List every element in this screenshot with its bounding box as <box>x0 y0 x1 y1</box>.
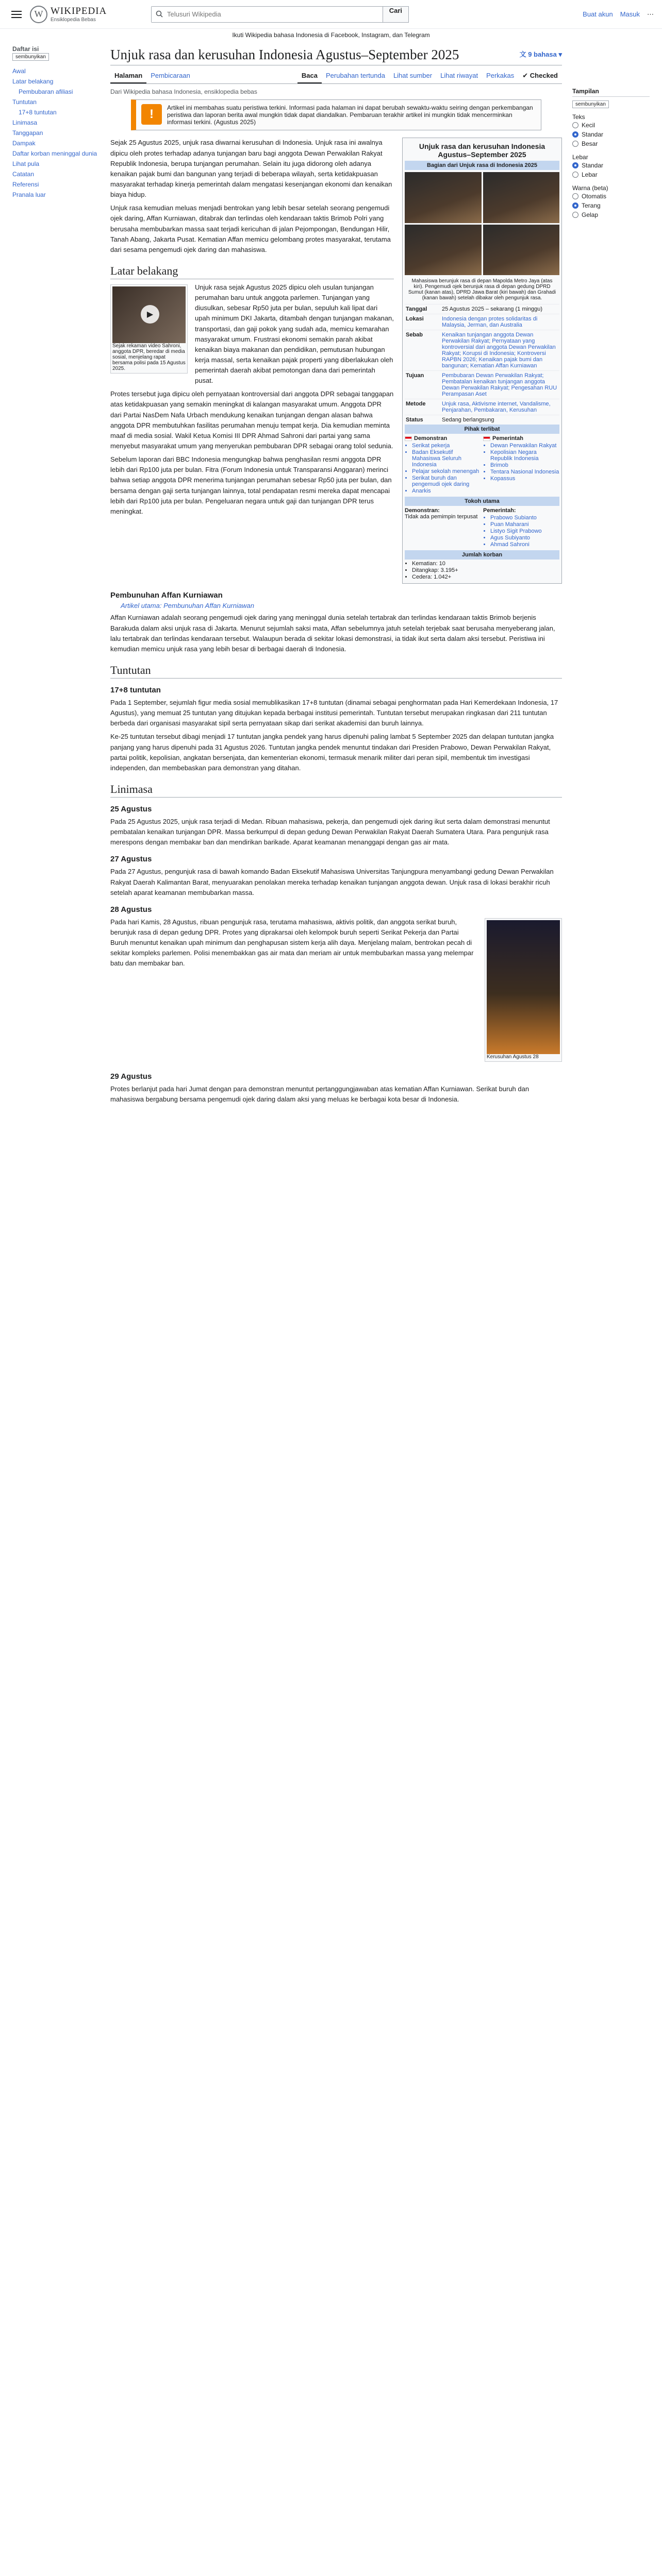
tab-pembicaraan[interactable]: Pembicaraan <box>151 72 190 80</box>
infobox-key: Lokasi <box>406 316 424 323</box>
figure-item[interactable]: • Prabowo Subianto <box>490 515 559 521</box>
infobox-value[interactable]: Pembubaran Dewan Perwakilan Rakyat; Pembatalan kenaikan tunjangan anggota Dewan Perwakilan Rakyat; Pengesahan RUU Perampasan Aset <box>442 372 557 398</box>
appearance-panel <box>572 41 650 1108</box>
search-button[interactable]: Cari <box>383 6 409 23</box>
toc-item-tuntutan[interactable]: Tuntutan <box>12 98 37 106</box>
day-title: 25 Agustus <box>110 804 152 814</box>
party-item[interactable]: • Kopassus <box>490 476 559 482</box>
day-paragraph: Pada 25 Agustus 2025, unjuk rasa terjadi di Medan. Ribuan mahasiswa, pekerja, dan pengemudi ojek daring ikut serta dalam demonstrasi menuntut pembatalan kenaikan tunjangan DPR. Massa berkumpul di depan gedung Dewan Perwakilan Rakyat Daerah Sumatera Utara. Para pengunjuk rasa merespons dengan membakar ban dan mendirikan barikade. Aparat keamanan menanggapi dengan gas air mata. <box>110 817 550 846</box>
option-label: Kecil <box>582 122 595 129</box>
infobox-title: Unjuk rasa dan kerusuhan Indonesia Agustus–September 2025 <box>419 142 545 159</box>
indonesia-flag-icon <box>483 436 490 441</box>
day-title: 29 Agustus <box>110 1072 152 1081</box>
toc-item-dampak[interactable]: Dampak <box>12 140 36 147</box>
party-item[interactable]: • Anarkis <box>412 488 481 494</box>
option-label: Otomatis <box>582 193 607 200</box>
infobox-value[interactable]: Indonesia dengan protes solidaritas di Malaysia, Jerman, dan Australia <box>442 316 538 329</box>
tab-lihat-sumber[interactable]: Lihat sumber <box>393 72 433 80</box>
video-thumbnail[interactable] <box>110 284 188 374</box>
toc-subitem-17-8[interactable]: 17+8 tuntutan <box>19 109 57 116</box>
tab-lihat-riwayat[interactable]: Lihat riwayat <box>440 72 478 80</box>
appearance-hide-button[interactable]: sembunyikan <box>572 100 609 108</box>
logo-tagline: Ensiklopedia Bebas <box>51 17 96 23</box>
casualty-item: • Ditangkap: 3.195+ <box>412 567 559 573</box>
party-item[interactable]: • Badan Eksekutif Mahasiswa Seluruh Indonesia <box>412 449 481 468</box>
party-item[interactable]: • Pelajar sekolah menengah <box>412 468 481 474</box>
infobox-row <box>405 370 559 399</box>
toc-item-tanggapan[interactable]: Tanggapan <box>12 129 43 137</box>
infobox-value: Sedang berlangsung <box>442 417 494 423</box>
text-size-option[interactable] <box>572 139 650 148</box>
fig-a-value: Tidak ada pemimpin terpusat <box>405 514 478 520</box>
page-title-text: Unjuk rasa dan kerusuhan Indonesia Agustus–September 2025 <box>110 47 459 62</box>
checked-badge: ✔ Checked <box>522 72 558 80</box>
casualty-item: • Cedera: 1.042+ <box>412 574 559 580</box>
demands-paragraph-1: Pada 1 September, sejumlah figur media sosial memublikasikan 17+8 tuntutan (dinamai sebagai penghormatan pada Hari Kemerdekaan Indonesia, 17 Agustus), yang memuat 25 tuntutan yang ditujukan kepada berbagai institusi pemerintah. Tuntutan tersebut merupakan ringkasan dari 211 tuntutan berbeda dari organisasi masyarakat sipil serta pernyataan sikap dari serikat akademisi dan buruh lainnya. <box>110 698 558 727</box>
infobox-image[interactable] <box>405 172 559 275</box>
tab-halaman[interactable]: Halaman <box>110 69 146 83</box>
infobox-value: 25 Agustus 2025 – sekarang (1 minggu) <box>442 306 543 313</box>
infobox-value[interactable]: Unjuk rasa, Aktivisme internet, Vandalisme, Penjarahan, Pembakaran, Kerusuhan <box>442 401 551 414</box>
page-title <box>110 46 562 65</box>
infobox-key: Tanggal <box>406 306 427 313</box>
wikipedia-logo[interactable] <box>30 6 143 23</box>
infobox-row <box>405 304 559 314</box>
language-button[interactable]: 文 9 bahasa ▾ <box>519 50 562 58</box>
current-event-notice <box>131 99 541 130</box>
infobox-row <box>405 415 559 425</box>
text-size-label: Teks <box>572 113 585 121</box>
indonesia-flag-icon <box>405 436 412 441</box>
color-option[interactable] <box>572 192 650 201</box>
logo-wordmark: WIKIPEDIA <box>51 6 107 16</box>
casualties-header: Jumlah korban <box>405 550 559 560</box>
party-item[interactable]: • Tentara Nasional Indonesia <box>490 469 559 475</box>
table-of-contents <box>12 41 100 1108</box>
page-tabs <box>110 69 562 84</box>
intro-paragraph-1: Sejak 25 Agustus 2025, unjuk rasa diwarnai kerusuhan di Indonesia. Unjuk rasa ini awalnya dipicu oleh protes terhadap adanya tunjangan baru bagi anggota Dewan Perwakilan Rakyat Republik Indonesia, berupa tunjangan perumahan. Selain itu juga didorong oleh adanya kenaikan pajak bumi dan bangunan yang terjadi di beberapa wilayah, serta ketidakpuasan masyarakat terhadap kinerja pemerintah dalam mengatasi kesenjangan ekonomi dan kenaikan biaya hidup. <box>110 139 392 199</box>
party-item[interactable]: • Brimob <box>490 462 559 468</box>
figure-item[interactable]: • Puan Maharani <box>490 521 559 528</box>
figure-item[interactable]: • Listyo Sigit Prabowo <box>490 528 559 534</box>
play-icon[interactable]: ▶ <box>141 305 159 324</box>
tab-baca[interactable]: Baca <box>297 69 322 83</box>
option-label: Gelap <box>582 211 599 218</box>
subsection-title-17-8: 17+8 tuntutan <box>110 685 161 694</box>
toc-item-awal[interactable]: Awal <box>12 67 26 75</box>
color-option[interactable] <box>572 210 650 219</box>
site-notice: Ikuti Wikipedia bahasa Indonesia di Facebook, Instagram, dan Telegram <box>232 31 430 39</box>
width-label: Lebar <box>572 154 588 161</box>
intro-paragraph-2: Unjuk rasa kemudian meluas menjadi bentrokan yang lebih besar setelah seorang pengemudi ojek daring, Affan Kurniawan, ditabrak dan terlindas oleh kendaraan taktis Brimob Polri yang berusaha membubarkan massa saat terjadi kericuhan di jalan Pejompongan, Bendungan Hilir, Tanah Abang, Jakarta Pusat. Kematian Affan memicu gelombang protes masyarakat, terutama dari sesama pengemudi ojek daring dan mahasiswa. <box>110 204 391 253</box>
color-label: Warna (beta) <box>572 184 608 192</box>
infobox-part-of: Bagian dari Unjuk rasa di Indonesia 2025 <box>405 161 559 170</box>
infobox-key: Tujuan <box>406 372 424 379</box>
figure-item[interactable]: • Agus Subiyanto <box>490 535 559 541</box>
fig-a-label: Demonstran: <box>405 507 440 514</box>
search-icon <box>156 10 163 19</box>
text-size-option[interactable] <box>572 121 650 130</box>
party-item[interactable]: • Serikat pekerja <box>412 443 481 449</box>
toc-item-catatan[interactable]: Catatan <box>12 171 35 178</box>
option-label: Lebar <box>582 171 598 178</box>
demands-paragraph-2: Ke-25 tuntutan tersebut dibagi menjadi 17 tuntutan jangka pendek yang harus dipenuhi paling lambat 5 September 2025 dan delapan tuntutan jangka panjang yang harus dipenuhi pada 31 Agustus 2026. Tuntutan jangka pendek menuntut tindakan dari Presiden Prabowo, Dewan Perwakilan Rakyat, partai politik, kepolisian, angkatan bersenjata, dan kementerian ekonomi, termasuk menarik militer dari peran sipil, membentuk tim investigasi independen, dan membebaskan para demonstran yang ditahan. <box>110 733 554 772</box>
checked-label: Checked <box>529 72 558 80</box>
infobox-row <box>405 314 559 330</box>
infobox <box>402 138 562 584</box>
main-menu-icon[interactable] <box>8 6 25 23</box>
option-label: Terang <box>582 202 601 209</box>
night-riot-caption: Kerusuhan Agustus 28 <box>487 1054 539 1060</box>
login-link[interactable]: Masuk <box>620 10 640 18</box>
tab-perkakas[interactable]: Perkakas <box>486 72 515 80</box>
toc-subitem-pembubaran[interactable]: Pembubaran afiliasi <box>19 88 73 95</box>
option-label: Standar <box>582 131 604 138</box>
create-account-link[interactable]: Buat akun <box>583 10 613 18</box>
width-option[interactable] <box>572 170 650 179</box>
toc-item-pranala-luar[interactable]: Pranala luar <box>12 191 46 198</box>
article-body <box>110 134 394 584</box>
search-box <box>151 6 409 23</box>
width-option[interactable] <box>572 161 650 170</box>
infobox-key: Status <box>406 417 423 423</box>
current-event-text: Artikel ini membahas suatu peristiwa terkini. Informasi pada halaman ini dapat berubah sewaktu-waktu seiring dengan perkembangan peristiwa dan laporan berita awal mungkin tidak dapat diandalkan. Pembaruan terakhir artikel ini mungkin tidak mencerminkan informasi terkini. (Agustus 2025) <box>167 104 533 126</box>
infobox-value[interactable]: Kenaikan tunjangan anggota Dewan Perwakilan Rakyat; Pernyataan yang kontroversial dari anggota Dewan Perwakilan Rakyat; Korupsi di Indonesia; Kontroversi RAPBN 2026; Kenaikan pajak bumi dan bangunan; Kematian Affan Kurniawan <box>442 332 556 369</box>
section-title-affan: Pembunuhan Affan Kurniawan <box>110 591 223 600</box>
side-a-title: Demonstran <box>414 435 448 442</box>
tab-perubahan-tertunda[interactable]: Perubahan tertunda <box>326 72 385 80</box>
figures-header: Tokoh utama <box>405 497 559 506</box>
toc-item-daftar-korban[interactable]: Daftar korban meninggal dunia <box>12 150 97 157</box>
section-title-background: Latar belakang <box>110 264 394 279</box>
personal-tools <box>583 10 654 19</box>
day-paragraph: Pada hari Kamis, 28 Agustus, ribuan pengunjuk rasa, terutama mahasiswa, aktivis politik, dan anggota serikat buruh, berunjuk rasa di depan gedung DPR. Protes yang diprakarsai oleh kelompok buruh seperti Serikat Pekerja dan Partai Buruh menuntut kenaikan upah minimum dan penghapusan sistem kerja alih daya. Menjelang malam, bentrokan pecah di sekitar kompleks parlemen. Polisi menembakkan gas air mata dan meriam air untuk membubarkan massa yang melempar batu dan membakar ban. <box>110 918 474 968</box>
clock-icon: ! <box>141 104 162 125</box>
night-riot-thumbnail[interactable] <box>485 918 562 1062</box>
day-paragraph: Protes berlanjut pada hari Jumat dengan para demonstran menuntut pertanggungjawaban atas kematian Affan Kurniawan. Serikat buruh dan mahasiswa bergabung bersama pengemudi ojek daring dalam aksi yang meluas ke berbagai kota besar di Indonesia. <box>110 1084 529 1103</box>
more-options-icon[interactable]: ⋯ <box>647 10 654 18</box>
background-paragraph-2: Protes tersebut juga dipicu oleh pernyataan kontroversial dari anggota DPR sebagai tanggapan atas ketidakpuasan yang semakin meningkat di kalangan masyarakat umum. Anggota DPR dari Partai NasDem Nafa Urbach mendukung kenaikan tunjangan dengan alasan bahwa anggota DPR membutuhkan fasilitas perumahan menuju tempat kerja. Dia kemudian meminta maaf di media sosial. Wakil Ketua Komisi III DPR Ahmad Sahroni dari partai yang sama menyebut masyarakat umum yang menyerukan pembubaran DPR sebagai orang tolol sedunia. <box>110 390 394 450</box>
day-title: 28 Agustus <box>110 905 152 914</box>
option-label: Besar <box>582 140 598 147</box>
party-item[interactable]: • Kepolisian Negara Republik Indonesia <box>490 449 559 462</box>
figure-item[interactable]: • Ahmad Sahroni <box>490 541 559 548</box>
section-title-timeline: Linimasa <box>110 783 562 798</box>
toc-item-lihat-pula[interactable]: Lihat pula <box>12 160 40 167</box>
background-paragraph-1: Unjuk rasa sejak Agustus 2025 dipicu oleh usulan tunjangan perumahan baru untuk anggota parlemen. Tunjangan yang diusulkan, sebesar Rp50 juta per bulan, sepuluh kali lipat dari upah minimum DKI Jakarta, ditambah dengan tunjangan makanan, transportasi, dan gaji pokok yang sudah ada, memicu kemarahan masyarakat umum. Frustrasi ekonomi semakin parah akibat kenaikan biaya makanan dan pendidikan, pemutusan hubungan kerja massal, serta kenaikan pajak properti yang diberlakukan oleh pemerintah daerah akibat pemotongan dana dari pemerintah pusat. <box>195 283 394 385</box>
infobox-caption: Mahasiswa berunjuk rasa di depan Mapolda Metro Jaya (atas kiri). Pengemudi ojek berunjuk rasa di depan gedung DPRD Sumut (kanan atas), DPRD Jawa Barat (kiri bawah) dan Grahadi (kanan bawah) setelah dibakar oleh pengunjuk rasa. <box>408 278 556 301</box>
infobox-row <box>405 399 559 415</box>
video-caption: Sejak rekaman video Sahroni, anggota DPR, beredar di media sosial, menjelang rapat bersama polisi pada 15 Agustus 2025. <box>112 343 186 371</box>
toc-hide-button[interactable]: sembunyikan <box>12 53 49 61</box>
day-title: 27 Agustus <box>110 855 152 864</box>
day-paragraph: Pada 27 Agustus, pengunjuk rasa di bawah komando Badan Eksekutif Mahasiswa Universitas Tanjungpura menyambangi gedung Dewan Perwakilan Rakyat Daerah Kalimantan Barat, menyuarakan penolakan mereka terhadap kenaikan tunjangan anggota dewan. Unjuk rasa di lokasi berakhir ricuh setelah aparat keamanan membubarkan massa. <box>110 868 554 896</box>
infobox-key: Metode <box>406 401 426 408</box>
color-option[interactable] <box>572 201 650 210</box>
parties-header: Pihak terlibat <box>405 425 559 434</box>
party-item[interactable]: • Serikat buruh dan pengemudi ojek daring <box>412 475 481 487</box>
text-size-option[interactable] <box>572 130 650 139</box>
toc-item-latar-belakang[interactable]: Latar belakang <box>12 78 54 85</box>
section-title-demands: Tuntutan <box>110 664 562 679</box>
fig-b-label: Pemerintah: <box>483 507 516 514</box>
article <box>100 41 572 1108</box>
globe-icon: W <box>30 6 47 23</box>
appearance-title: Tampilan <box>572 88 650 97</box>
header-bar <box>0 0 662 29</box>
from-line: Dari Wikipedia bahasa Indonesia, ensiklopedia bebas <box>110 88 257 96</box>
side-b-title: Pemerintah <box>492 435 523 442</box>
affan-paragraph: Affan Kurniawan adalah seorang pengemudi ojek daring yang meninggal dunia setelah tertabrak dan terlindas kendaraan taktis Brimob berjenis Barakuda dalam aksi unjuk rasa di Jakarta. Menurut sejumlah saksi mata, Affan sebelumnya jatuh setelah terjebak saat berusaha menyeberang jalan, lalu tertabrak dan terlindas kendaraan tersebut. Walaupun berada di sekitar lokasi demonstrasi, ia tidak ikut serta dalam aksi tersebut. Peristiwa ini kemudian memicu unjuk rasa yang lebih besar di berbagai daerah di Indonesia. <box>110 614 555 653</box>
infobox-row <box>405 330 559 370</box>
language-button-label: 9 bahasa <box>528 50 557 58</box>
search-input[interactable] <box>152 7 383 22</box>
casualty-item: • Kematian: 10 <box>412 561 559 567</box>
option-label: Standar <box>582 162 604 169</box>
hatnote-affan[interactable]: Artikel utama: Pembunuhan Affan Kurniawan <box>121 602 254 610</box>
toc-item-linimasa[interactable]: Linimasa <box>12 119 38 126</box>
toc-item-referensi[interactable]: Referensi <box>12 181 39 188</box>
background-paragraph-3: Sebelum laporan dari BBC Indonesia mengungkap bahwa penghasilan resmi anggota DPR lebih dari Rp100 juta per bulan. Fitra (Forum Indonesia untuk Transparansi Anggaran) merinci bahwa setiap anggota DPR menerima tunjangan perumahan sebesar Rp50 juta per bulan, dan bersama dengan gaji serta tunjangan lainnya, total pendapatan resmi mereka dapat mencapai lebih dari Rp100 juta per bulan. Pengeluaran negara untuk gaji dan tunjangan DPR terus meningkat. <box>110 455 392 515</box>
party-item[interactable]: • Dewan Perwakilan Rakyat <box>490 443 559 449</box>
toc-title: Daftar isi <box>12 45 39 53</box>
infobox-key: Sebab <box>406 332 423 338</box>
